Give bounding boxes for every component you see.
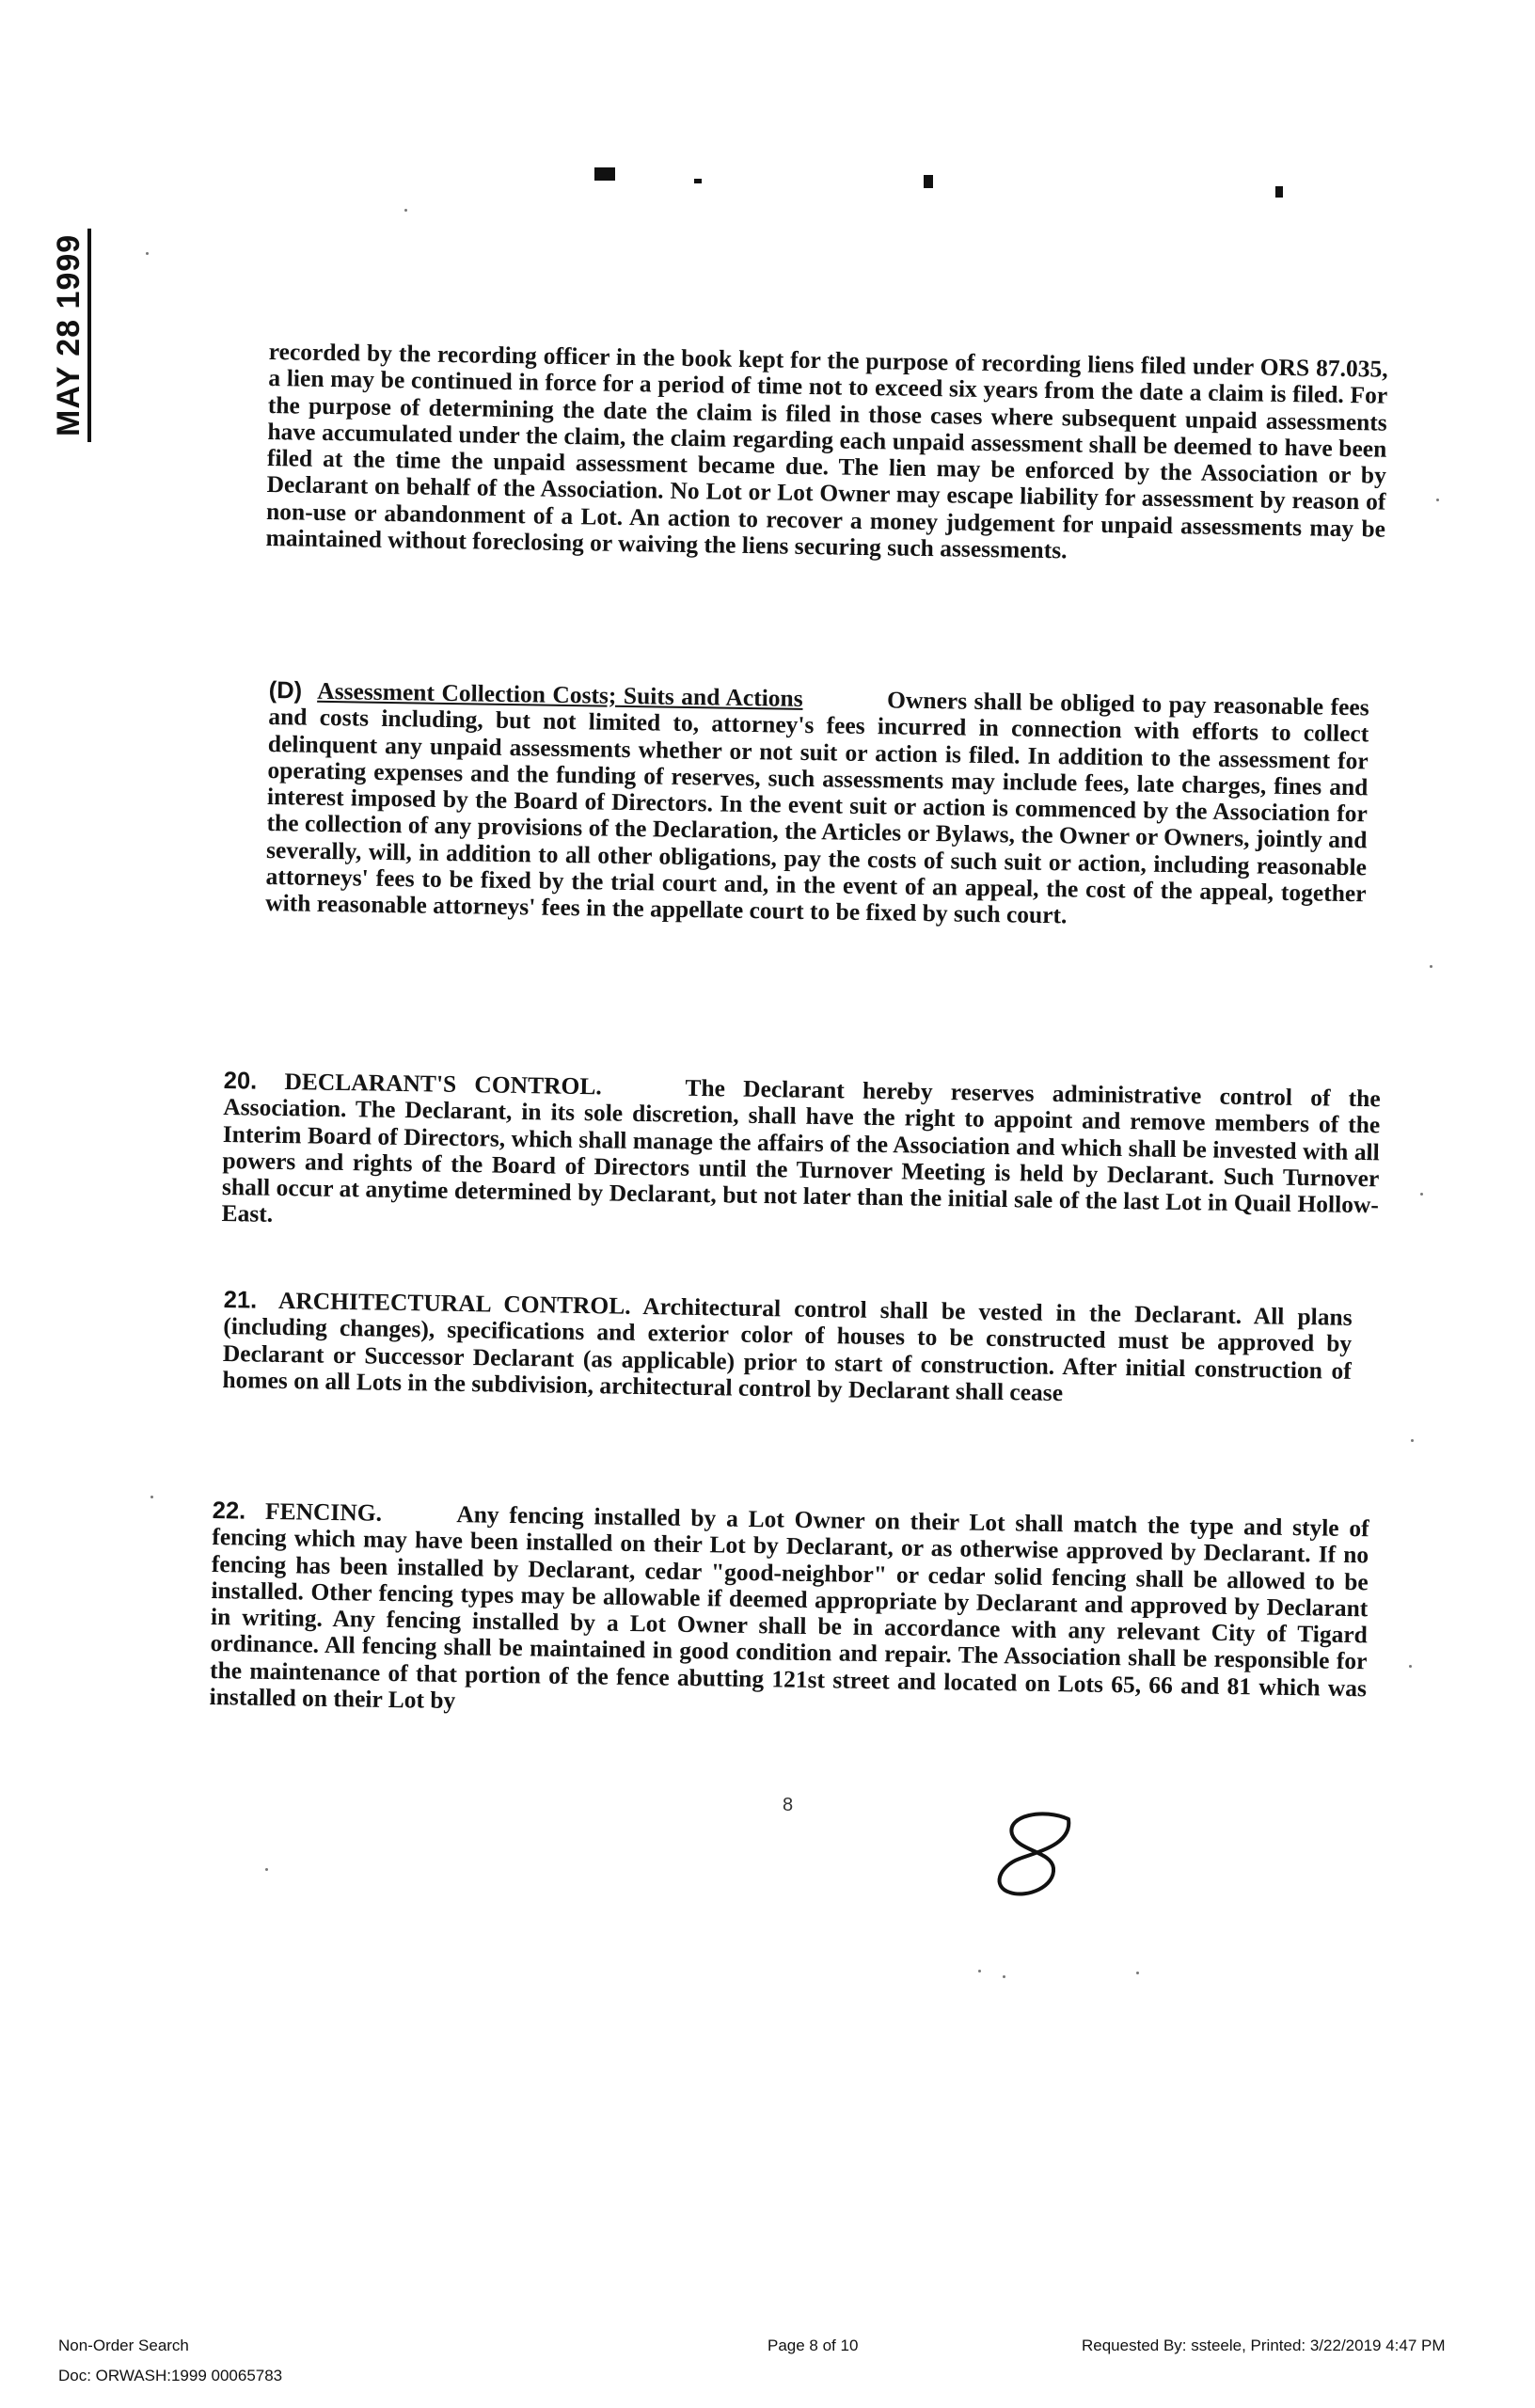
paragraph-collection-costs (265, 677, 1369, 934)
scan-dot (1409, 1665, 1412, 1668)
scan-dot (150, 1496, 153, 1498)
recording-stamp: MAY 28 1999 (51, 229, 91, 442)
section-heading: FENCING. (264, 1497, 383, 1527)
section-number: 20. (223, 1068, 258, 1095)
section-fencing (209, 1497, 1369, 1729)
section-declarants-control (221, 1068, 1381, 1245)
scan-dot (978, 1970, 981, 1972)
scan-dot (1436, 499, 1439, 501)
handwritten-page-number (978, 1806, 1091, 1909)
scan-dot (1430, 965, 1432, 968)
subsection-label: (D) (268, 677, 303, 705)
section-heading: ARCHITECTURAL CONTROL. (277, 1286, 631, 1320)
scan-dot (1411, 1439, 1414, 1442)
scan-dot (265, 1868, 268, 1871)
section-number: 22. (212, 1497, 246, 1525)
paragraph-text: The Declarant hereby reserves administrative control of the Association. The Declarant, in its sole discretion, shall have the right to appoint and remove members of the Interim Board of Directors, which shall manage the affairs of the Association and which shall be invested with all powers and rights of the Board of Directors until the Turnover Meeting is held by Declarant. Such Turnover shall occur at anytime determined by Declarant, but not later than the initial sale of the last Lot in Quail Hollow-East. (221, 1073, 1381, 1228)
paragraph-lien-continuation (265, 339, 1387, 569)
paragraph-text: Architectural control shall be vested in the Declarant. All plans (including changes), specifications and exterior color of houses to be constructed must be approved by Declarant or Successor Declarant (as applicable) prior to start of construction. After initial construction of homes on all Lots in the subdivision, architectural control by Declarant shall cease (222, 1291, 1353, 1406)
scan-dot (1420, 1193, 1423, 1196)
scan-mark (1275, 186, 1283, 198)
footer-page-count: Page 8 of 10 (768, 2337, 859, 2354)
section-number: 21. (223, 1287, 258, 1314)
scan-dot (1003, 1975, 1005, 1978)
scan-mark (924, 175, 933, 188)
scan-mark (594, 167, 615, 181)
page-number: 8 (783, 1795, 794, 1815)
paragraph-text: Owners shall be obliged to pay reasonable fees and costs including, but not limited to, attorney's fees incurred in connection with efforts to collect delinquent any unpaid assessments whether or not suit or action is filed. In addition to the assessment for operating expenses and the funding of reserves, such assessments may include fees, late charges, fines and interest imposed by the Board of Directors. In the event suit or action is commenced by the Association for the collection of any provisions of the Declaration, the Articles or Bylaws, the Owner or Owners, jointly and severally, will, in addition to all other obligations, pay the costs of such suit or action, including reasonable attorneys' fees to be fixed by the trial court and, in the event of an appeal, the cost of the appeal, together with reasonable attorneys' fees in the appellate court to be fixed by such court. (265, 686, 1369, 929)
paragraph-text: recorded by the recording officer in the book kept for the purpose of recording liens filed under ORS 87.035, a lien may be continued in force for a period of time not to exceed six years from the date a claim is filed. For the purpose of determining the date the claim is filed in those cases where subsequent unpaid assessments have accumulated under the claim, the claim regarding each unpaid assessment shall be deemed to have been filed at the time the unpaid assessment became due. The lien may be enforced by the Association or by Declarant on behalf of the Association. No Lot or Lot Owner may escape liability for assessment by reason of non-use or abandonment of a Lot. An action to recover a money judgement for unpaid assessments may be maintained without foreclosing or waiving the liens securing such assessments. (265, 338, 1388, 564)
scan-dot (1136, 1972, 1139, 1974)
section-architectural-control (222, 1287, 1353, 1411)
scan-dot (404, 209, 407, 212)
footer-requested-by: Requested By: ssteele, Printed: 3/22/2019 4:47 PM (1082, 2337, 1446, 2354)
section-heading: Assessment Collection Costs; Suits and Actions (317, 676, 803, 712)
footer-doc-id: Doc: ORWASH:1999 00065783 (58, 2367, 283, 2384)
scan-dot (146, 252, 149, 255)
paragraph-text: Any fencing installed by a Lot Owner on their Lot shall match the type and style of fencing which may have been installed on their Lot by Declarant, or as otherwise approved by Declarant. If no fencing has been installed by Declarant, cedar "good-neighbor" or cedar solid fencing shall be allowed to be installed. Other fencing types may be allowable if deemed appropriate by Declarant and approved by Declarant in writing. Any fencing installed by a Lot Owner shall be in accordance with any relevant City of Tigard ordinance. All fencing shall be maintained in good condition and repair. The Association shall be responsible for the maintenance of that portion of the fence abutting 121st street and located on Lots 65, 66 and 81 which was installed on their Lot by (209, 1500, 1369, 1715)
scan-mark (694, 179, 702, 183)
section-heading: DECLARANT'S CONTROL. (284, 1068, 602, 1101)
footer-search-type: Non-Order Search (58, 2337, 189, 2354)
